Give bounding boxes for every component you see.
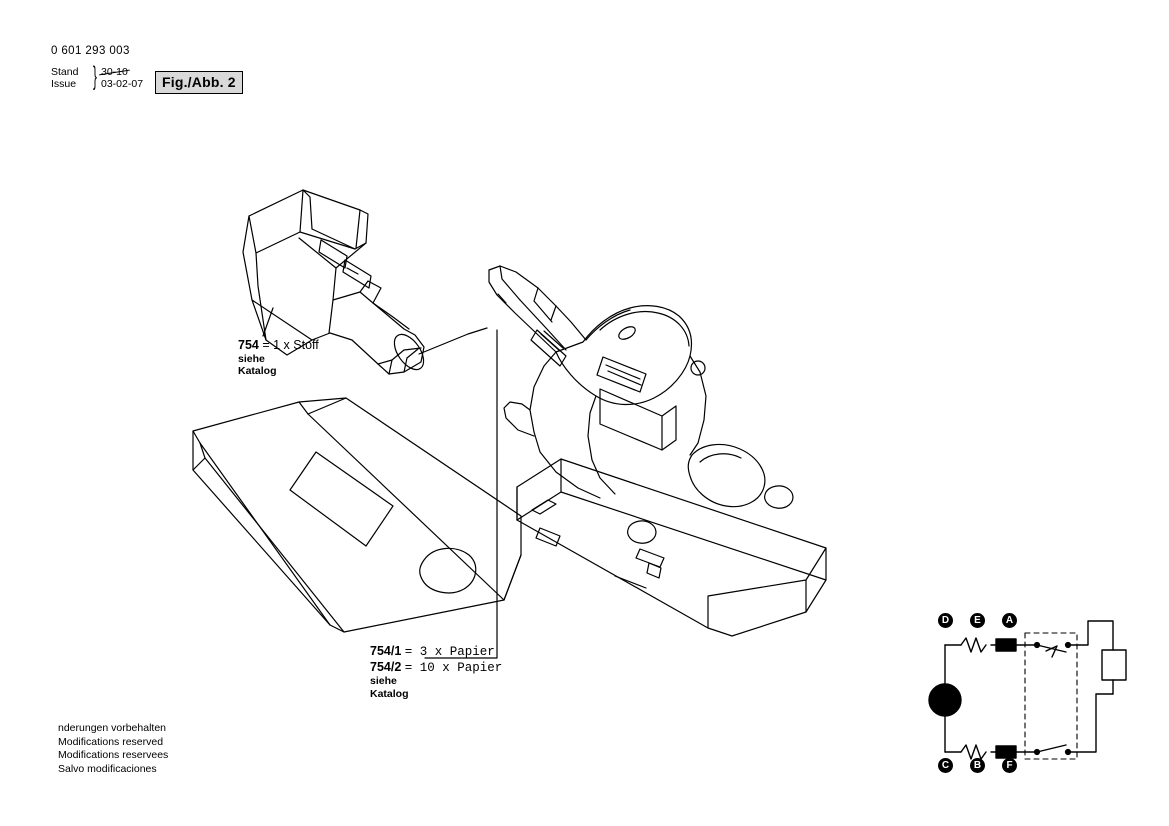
callout-cloth-bag-number: 754 — [238, 338, 259, 352]
callout-paper-bag-number-1: 754/1 — [370, 644, 402, 658]
callout-paper-bag-line3: siehe — [370, 675, 397, 687]
leader-line-cloth-bag — [263, 308, 273, 336]
callout-paper-bag — [370, 644, 502, 700]
issue-label: Issue — [51, 78, 77, 90]
brace-decoration: } — [93, 62, 97, 91]
circuit-terminal-b: B — [970, 758, 985, 773]
footer-line-de: nderungen vorbehalten — [58, 722, 167, 734]
callout-paper-bag-line4: Katalog — [370, 687, 409, 700]
footer-line-fr: Modifications reservees — [58, 749, 169, 761]
callout-paper-bag-text-2: = 10 x Papier — [404, 660, 503, 675]
circuit-terminal-c: C — [938, 758, 953, 773]
callout-cloth-bag — [238, 338, 319, 378]
wiring-schematic — [929, 621, 1126, 759]
circuit-terminal-e: E — [970, 613, 985, 628]
footer-legal-notice — [58, 722, 168, 776]
paper-dust-bag-illustration — [193, 398, 521, 632]
figure-badge: Fig./Abb. 2 — [155, 71, 243, 94]
footer-line-en: Modifications reserved — [58, 735, 164, 748]
leader-line-to-sander-port — [419, 328, 487, 354]
callout-paper-bag-text-1: = 3 x Papier — [404, 645, 495, 659]
circuit-terminal-d: D — [938, 613, 953, 628]
stand-date: 30-10 — [101, 66, 128, 78]
callout-paper-bag-number-2: 754/2 — [370, 659, 402, 674]
orbital-sander-illustration — [489, 266, 826, 636]
part-number: 0 601 293 003 — [51, 45, 130, 57]
callout-cloth-bag-line3: Katalog — [238, 365, 277, 377]
stand-label: Stand — [51, 66, 79, 78]
issue-date: 03-02-07 — [101, 78, 144, 90]
circuit-terminal-f: F — [1002, 758, 1017, 773]
callout-cloth-bag-line2: siehe — [238, 352, 265, 365]
footer-line-es: Salvo modificaciones — [58, 762, 157, 775]
callout-cloth-bag-text: = 1 x Stoff — [262, 338, 319, 352]
circuit-terminal-a: A — [1002, 613, 1017, 628]
